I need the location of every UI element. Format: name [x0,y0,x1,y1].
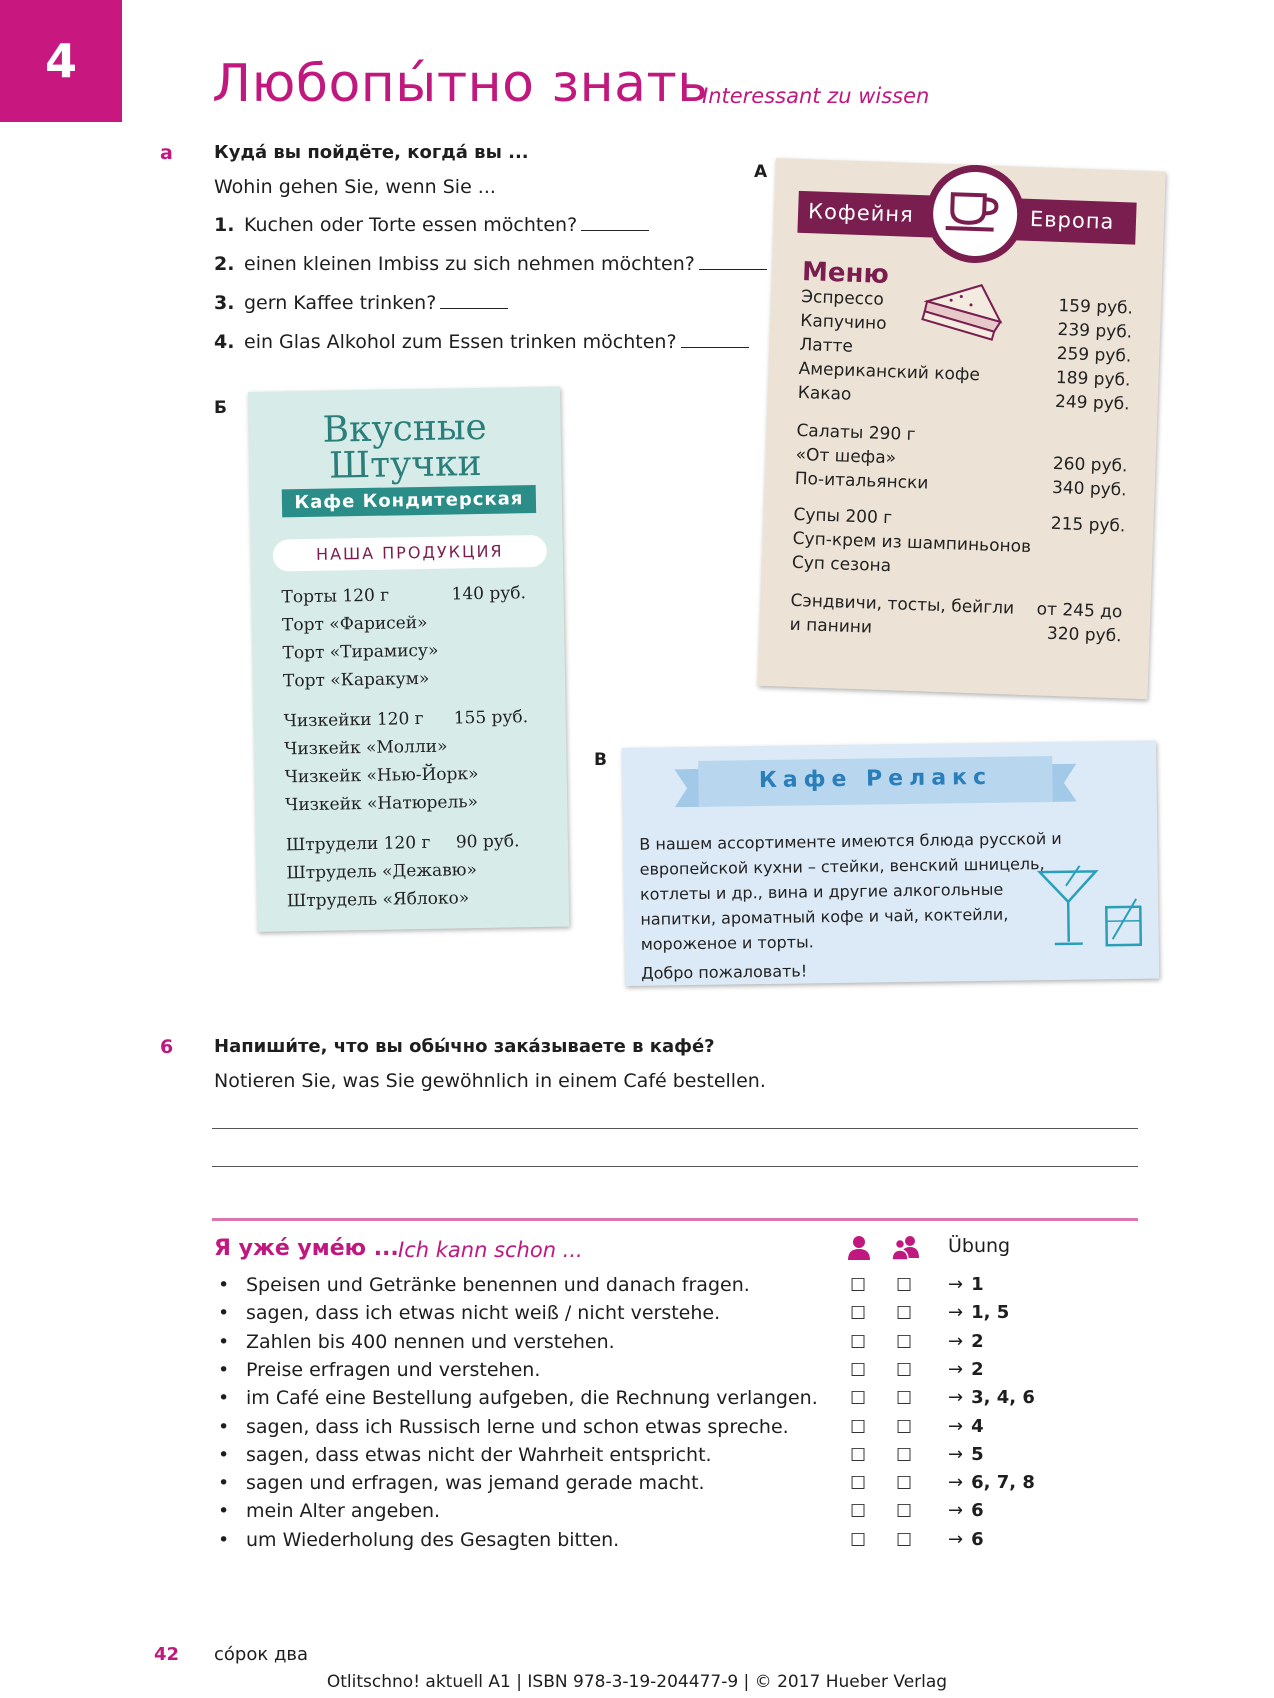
menu-item: Латте [799,334,854,357]
arrow-right-icon: → [948,1529,964,1550]
product-group-heading: Штрудели 120 г [285,832,431,856]
description-line: В нашем ассортименте имеются блюда русской и [639,828,1062,854]
page-number: 42 [154,1644,180,1665]
imprint: Otlitschno! aktuell A1 | ISBN 978-3-19-204477-9 | © 2017 Hueber Verlag [326,1672,948,1692]
arrow-right-icon: → [948,1359,964,1380]
self-check-box[interactable]: ☐ [850,1473,867,1494]
card-title: Кафе Релакс [758,764,993,794]
item-number: 3. [214,292,235,314]
exercise-reference [948,1472,1035,1493]
menu-item: Суп сезона [791,552,892,577]
product-item: Штрудель «Дежавю» [286,860,478,884]
description-line: напитки, ароматный кофе и чай, коктейли, [640,904,1009,929]
bullet: • [218,1500,230,1522]
question-ru: Напиши́те, что вы обы́чно зака́зываете в кафе́? [214,1036,715,1057]
banner-left-text: Кофейня [807,199,915,227]
menu-item: Суп-крем из шампиньонов [792,528,1032,558]
menu-item: «От шефа» [795,444,897,469]
exercise-item [214,253,767,275]
can-do-text: sagen, dass ich Russisch lerne und schon etwas spreche. [246,1416,789,1438]
welcome-text: Добро пожаловать! [641,961,808,983]
menu-item: Сэндвичи, тосты, бейгли [790,590,1015,619]
menu-heading: Меню [801,256,890,290]
cocktail-glass-icon [1036,865,1147,957]
product-item: Чизкейк «Натюрель» [285,792,479,816]
product-group-heading: Чизкейки 120 г [283,708,424,732]
item-number: 4. [214,331,235,353]
product-item: Чизкейк «Нью-Йорк» [284,764,479,788]
question-ru: Куда́ вы пойдёте, когда́ вы ... [214,142,529,163]
card-letter-a: А [754,162,768,182]
partner-check-box[interactable]: ☐ [896,1332,913,1353]
can-do-text: sagen und erfragen, was jemand gerade macht. [246,1472,705,1494]
card-title-line2: Штучки [328,442,482,487]
answer-blank[interactable] [699,253,767,270]
answer-blank[interactable] [440,292,508,309]
product-item: Торт «Каракум» [282,668,430,692]
self-check-box[interactable]: ☐ [850,1445,867,1466]
self-check-box[interactable]: ☐ [850,1530,867,1551]
menu-price: 249 руб. [1054,391,1130,415]
can-do-item [218,1302,720,1324]
self-check-box[interactable]: ☐ [850,1501,867,1522]
can-do-text: sagen, dass ich etwas nicht weiß / nicht verstehe. [246,1302,721,1324]
partner-check-box[interactable]: ☐ [896,1275,913,1296]
menu-price: 260 руб. [1052,453,1128,477]
can-do-item [218,1444,712,1466]
self-check-box[interactable]: ☐ [850,1332,867,1353]
self-check-box[interactable]: ☐ [850,1303,867,1324]
card-letter-v: В [594,750,607,770]
section-divider [212,1218,1138,1221]
exercise-number: 6 [971,1500,984,1521]
exercise-reference [948,1444,984,1465]
bullet: • [218,1529,230,1551]
menu-price: 159 руб. [1058,295,1134,319]
product-item: Чизкейк «Молли» [284,736,448,760]
exercise-number: 1, 5 [971,1302,1010,1323]
arrow-right-icon: → [948,1416,964,1437]
can-do-text: Speisen und Getränke benennen und danach fragen. [246,1274,750,1296]
can-do-item [218,1472,705,1494]
can-do-text: Zahlen bis 400 nennen und verstehen. [246,1331,615,1353]
partner-check-box[interactable]: ☐ [896,1388,913,1409]
menu-card-vkusnye-shtuchki [248,387,569,932]
product-item: Штрудель «Яблоко» [286,888,470,912]
chapter-number-tab: 4 [0,0,122,122]
product-item: Торт «Тирамису» [282,640,439,664]
exercise-reference [948,1500,984,1521]
menu-item: и панини [789,614,873,638]
card-letter-b: Б [214,398,227,418]
description-line: котлеты и др., вина и другие алкогольные [639,879,1004,904]
arrow-right-icon: → [948,1500,964,1521]
info-card-kafe-relaks [622,741,1159,986]
card-subtitle: Кафе Кондитерская [282,485,536,517]
item-text: ein Glas Alkohol zum Essen trinken möchten? [244,331,677,353]
coffee-cup-icon [943,184,1007,238]
question-de: Notieren Sie, was Sie gewöhnlich in einem Café bestellen. [214,1070,766,1092]
partner-check-box[interactable]: ☐ [896,1501,913,1522]
self-check-box[interactable]: ☐ [850,1417,867,1438]
card-title-line1: Вкусные [322,406,488,451]
can-do-title-ru: Я уже́ уме́ю ... [214,1236,399,1261]
bullet: • [218,1472,230,1494]
can-do-text: im Café eine Bestellung aufgeben, die Rechnung verlangen. [246,1387,818,1409]
question-de: Wohin gehen Sie, wenn Sie ... [214,176,496,198]
partner-check-box[interactable]: ☐ [896,1473,913,1494]
answer-blank[interactable] [681,331,749,348]
item-text: Kuchen oder Torte essen möchten? [244,214,578,236]
partner-check-box[interactable]: ☐ [896,1303,913,1324]
arrow-right-icon: → [948,1472,964,1493]
bullet: • [218,1416,230,1438]
menu-card-kofeynya-evropa [758,158,1166,699]
can-do-text: sagen, dass etwas nicht der Wahrheit entspricht. [246,1444,712,1466]
can-do-item [218,1331,615,1353]
product-item: Торт «Фарисей» [281,612,428,636]
can-do-item [218,1359,540,1381]
menu-item: Американский кофе [798,358,981,386]
self-check-box[interactable]: ☐ [850,1360,867,1381]
product-group-heading: Торты 120 г [281,585,390,608]
bullet: • [218,1359,230,1381]
product-price: 140 руб. [451,583,527,605]
section-number-6: 6 [160,1036,174,1058]
two-persons-icon [892,1234,920,1260]
item-text: einen kleinen Imbiss zu sich nehmen möchten? [244,253,695,275]
exercise-item [214,331,749,353]
exercise-reference [948,1529,984,1550]
exercise-number: 5 [971,1444,984,1465]
can-do-item [218,1529,619,1551]
page-title: Любопы́тно знать [212,54,709,114]
exercise-reference [948,1331,984,1352]
exercise-number: 6, 7, 8 [971,1472,1035,1493]
can-do-title-de: Ich kann schon ... [398,1238,583,1262]
description-line: европейской кухни – стейки, венский шницель, [639,854,1045,879]
exercise-reference [948,1274,984,1295]
exercise-number: 2 [971,1331,984,1352]
exercise-reference [948,1387,1035,1408]
exercise-item [214,292,508,314]
menu-price: 215 руб. [1050,513,1126,537]
product-price: 155 руб. [453,707,529,729]
can-do-text: mein Alter angeben. [246,1500,441,1522]
products-pill: НАША ПРОДУКЦИЯ [273,535,548,572]
self-check-box[interactable]: ☐ [850,1388,867,1409]
page-number-word: со́рок два [214,1644,309,1665]
section-letter-a: a [160,142,173,164]
menu-group-heading: Супы 200 г [793,504,893,529]
partner-check-box[interactable]: ☐ [896,1360,913,1381]
bullet: • [218,1444,230,1466]
arrow-right-icon: → [948,1331,964,1352]
partner-check-box[interactable]: ☐ [896,1417,913,1438]
exercise-item [214,214,649,236]
partner-check-box[interactable]: ☐ [896,1530,913,1551]
arrow-right-icon: → [948,1274,964,1295]
page-subtitle: Interessant zu wissen [702,84,930,108]
menu-item: Капучино [799,310,887,334]
card-description [639,826,1071,986]
exercise-number: 4 [971,1416,984,1437]
menu-price: 189 руб. [1055,367,1131,391]
menu-price: 320 руб. [1046,623,1122,647]
item-number: 2. [214,253,235,275]
can-do-text: Preise erfragen und verstehen. [246,1359,541,1381]
item-text: gern Kaffee trinken? [244,292,437,314]
exercise-reference [948,1359,984,1380]
menu-item: По-итальянски [794,468,929,494]
answer-line[interactable] [212,1128,1138,1129]
single-person-icon [846,1234,872,1260]
bullet: • [218,1302,230,1324]
answer-line[interactable] [212,1166,1138,1167]
exercise-number: 1 [971,1274,984,1295]
exercise-reference [948,1416,984,1437]
can-do-item [218,1387,818,1409]
description-line: мороженое и торты. [640,932,814,954]
banner-right-text: Европа [1029,206,1115,234]
exercise-number: 2 [971,1359,984,1380]
arrow-right-icon: → [948,1302,964,1323]
can-do-item [218,1500,440,1522]
sandwich-icon [920,279,1006,344]
exercise-reference [948,1302,1009,1323]
exercise-column-label: Übung [948,1235,1011,1257]
partner-check-box[interactable]: ☐ [896,1445,913,1466]
self-check-box[interactable]: ☐ [850,1275,867,1296]
exercise-number: 3, 4, 6 [971,1387,1035,1408]
menu-price: 340 руб. [1051,477,1127,501]
bullet: • [218,1274,230,1296]
can-do-item [218,1274,750,1296]
menu-item: Эспрессо [800,286,885,310]
product-price: 90 руб. [455,831,520,853]
menu-item: Какао [797,382,852,405]
menu-price: 259 руб. [1056,343,1132,367]
menu-price: от 245 до [1036,599,1123,623]
item-number: 1. [214,214,235,236]
answer-blank[interactable] [581,214,649,231]
menu-group-heading: Салаты 290 г [796,420,916,446]
bullet: • [218,1387,230,1409]
can-do-text: um Wiederholung des Gesagten bitten. [246,1529,620,1551]
exercise-number: 6 [971,1529,984,1550]
arrow-right-icon: → [948,1387,964,1408]
can-do-item [218,1416,789,1438]
menu-price: 239 руб. [1057,319,1133,343]
arrow-right-icon: → [948,1444,964,1465]
bullet: • [218,1331,230,1353]
